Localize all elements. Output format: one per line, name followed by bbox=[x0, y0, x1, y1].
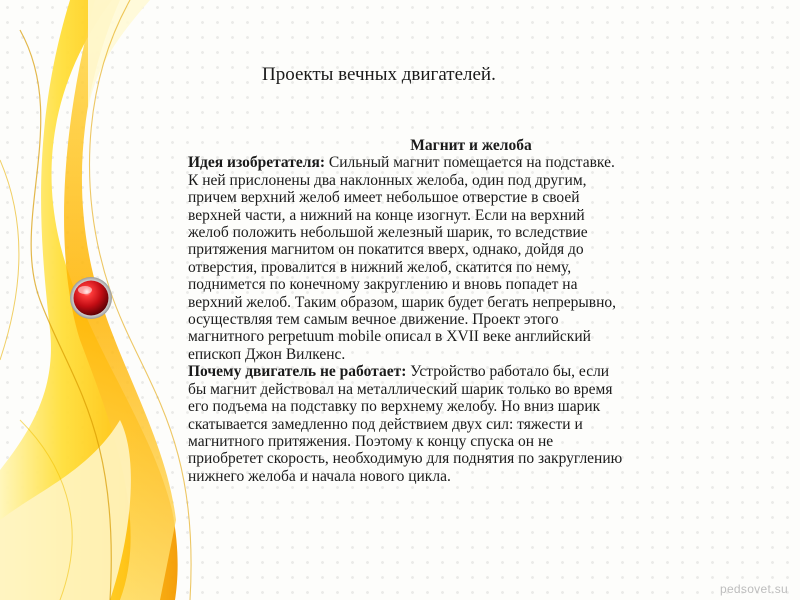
why-line: бы магнит действовал на металлический шарик только во время bbox=[188, 380, 613, 398]
idea-line: притяжения магнитом он покатится вверх, однако, дойдя до bbox=[188, 241, 584, 259]
why-label: Почему двигатель не работает: bbox=[188, 363, 407, 381]
idea-line: поднимется по конечному закруглению и вновь попадет на bbox=[188, 276, 578, 294]
section-subtitle: Магнит и желоба bbox=[410, 137, 532, 154]
why-line: приобретет скорость, необходимую для поднятия по закруглению bbox=[188, 450, 623, 468]
idea-paragraph bbox=[188, 154, 754, 363]
idea-label: Идея изобретателя: bbox=[188, 154, 325, 172]
why-line: нижнего желоба и начала нового цикла. bbox=[188, 467, 451, 485]
why-line: Почему двигатель не работает: Устройство работало бы, если bbox=[188, 363, 610, 381]
why-line: магнитного притяжения. Поэтому к концу спуска он не bbox=[188, 432, 554, 450]
idea-line: епископ Джон Вилкенс. bbox=[188, 345, 346, 363]
watermark: pedsovet.su bbox=[719, 582, 788, 596]
slide-title: Проекты вечных двигателей. bbox=[262, 64, 496, 85]
slide-body bbox=[188, 137, 754, 485]
idea-line: К ней прислонены два наклонных желоба, один под другим, bbox=[188, 171, 587, 189]
why-paragraph bbox=[188, 363, 754, 485]
idea-line: верхней части, а нижний на конце изогнут. Если на верхний bbox=[188, 206, 585, 224]
idea-line: верхний желоб. Таким образом, шарик будет бегать непрерывно, bbox=[188, 293, 617, 311]
idea-line: желоб положить небольшой железный шарик, то вследствие bbox=[188, 224, 588, 242]
idea-line: Идея изобретателя: Сильный магнит помещается на подставке. bbox=[188, 154, 615, 172]
idea-line: магнитного perpetuum mobile описал в XVII веке английский bbox=[188, 328, 591, 346]
why-line: скатывается замедленно под действием двух сил: тяжести и bbox=[188, 415, 583, 433]
idea-line: причем верхний желоб имеет небольшое отверстие в своей bbox=[188, 189, 580, 207]
idea-line: отверстия, провалится в нижний желоб, скатится по нему, bbox=[188, 258, 572, 276]
why-line: его подъема на подставку по верхнему желобу. Но вниз шарик bbox=[188, 398, 601, 416]
idea-line: осуществляя тем самым вечное движение. Проект этого bbox=[188, 311, 559, 329]
